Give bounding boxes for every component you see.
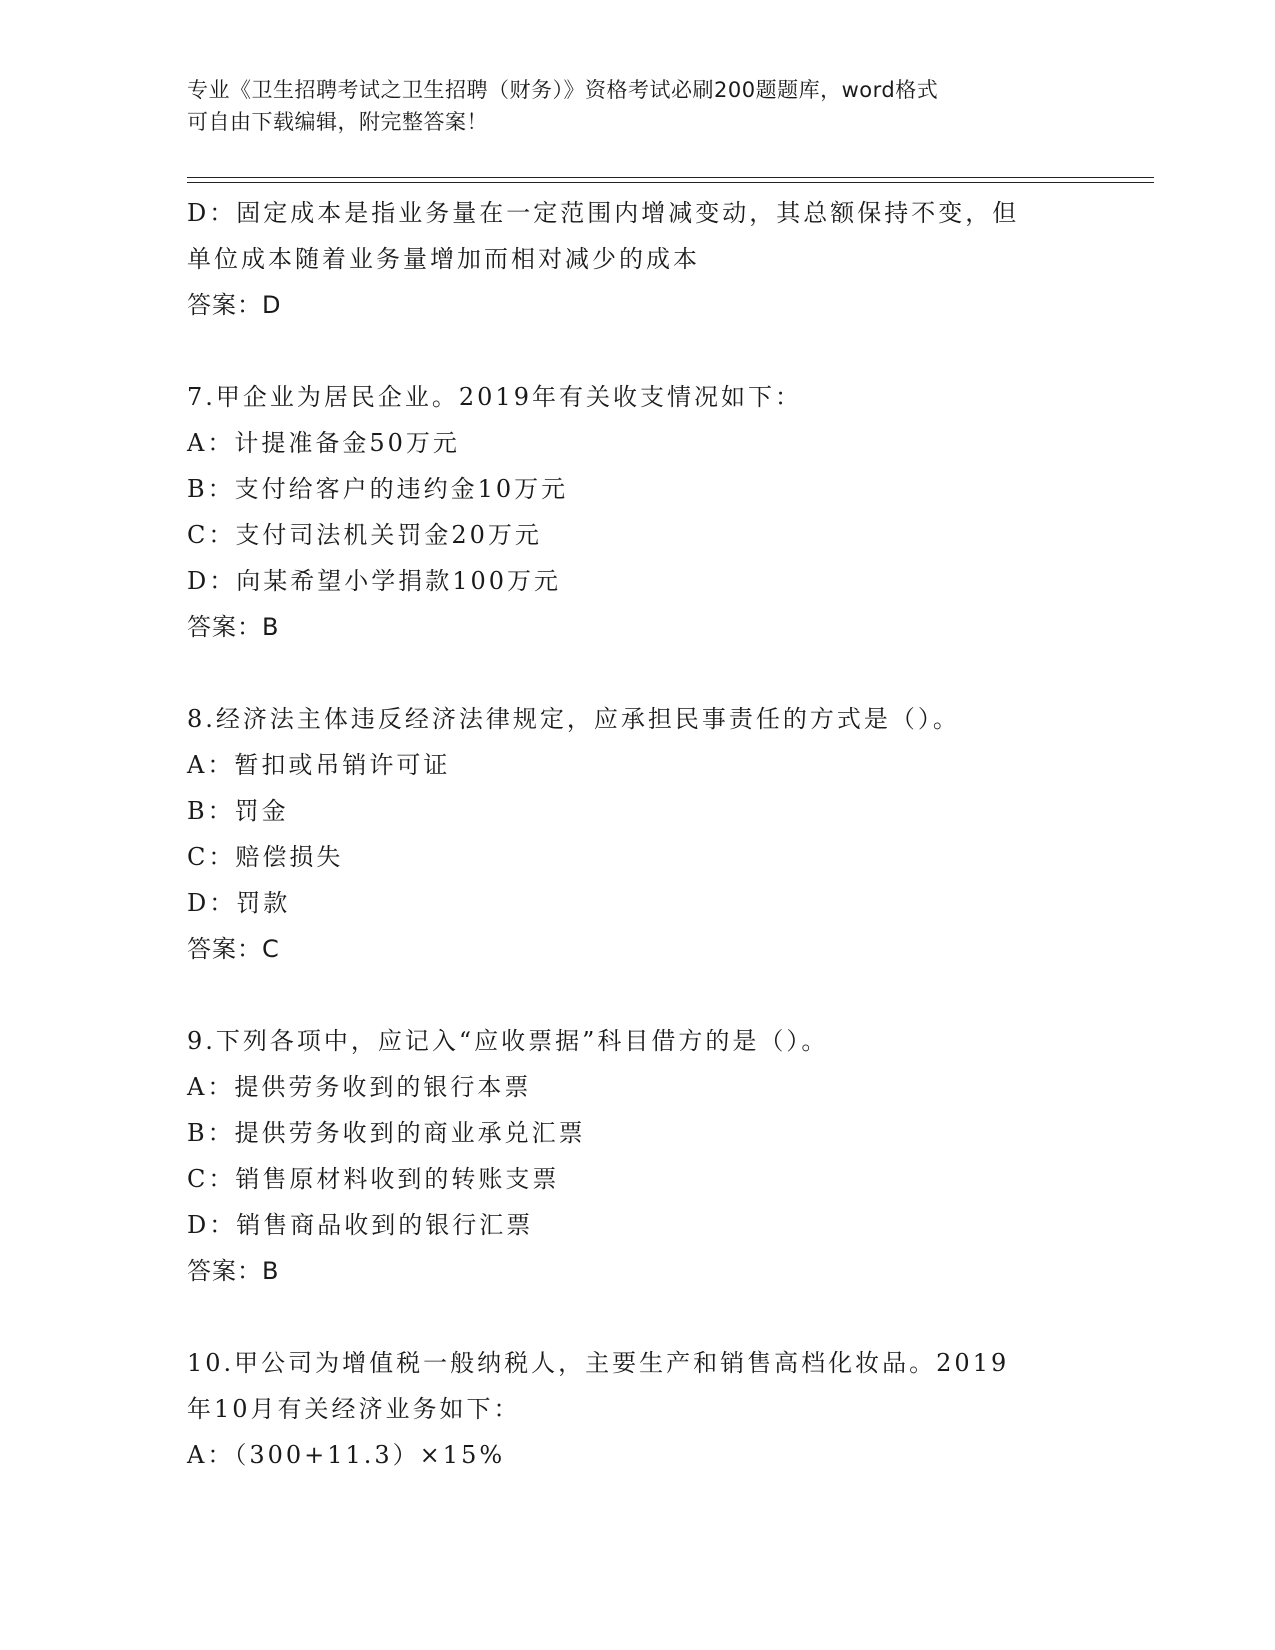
question-stem: 10.甲公司为增值税一般纳税人，主要生产和销售高档化妆品。2019 (187, 1349, 1010, 1377)
question-stem-continued: 年10月有关经济业务如下： (187, 1395, 521, 1423)
answer: 答案：B (187, 613, 280, 641)
option-d: D：销售商品收到的银行汇票 (187, 1211, 534, 1239)
question-9 (187, 1018, 1087, 1294)
header-divider-top (187, 177, 1154, 178)
option-a: A：提供劳务收到的银行本票 (187, 1073, 532, 1101)
option-b: B：罚金 (187, 797, 289, 825)
question-list (187, 190, 1087, 1478)
spacer (187, 972, 1087, 1018)
spacer (187, 1294, 1087, 1340)
question-stem: 9.下列各项中，应记入“应收票据”科目借方的是（）。 (187, 1027, 829, 1055)
question-10 (187, 1340, 1087, 1478)
question-8 (187, 696, 1087, 972)
question-stem: 8.经济法主体违反经济法律规定，应承担民事责任的方式是（）。 (187, 705, 960, 733)
option-d-continued: 单位成本随着业务量增加而相对减少的成本 (187, 245, 700, 273)
answer: 答案：D (187, 291, 282, 319)
header-title-line-1: 专业《卫生招聘考试之卫生招聘（财务）》资格考试必刷200题题库，word格式 (187, 78, 939, 102)
question-7 (187, 374, 1087, 650)
question-6-tail (187, 190, 1087, 328)
option-d: D：罚款 (187, 889, 291, 917)
option-a: A：暂扣或吊销许可证 (187, 751, 451, 779)
option-b: B：支付给客户的违约金10万元 (187, 475, 569, 503)
answer: 答案：B (187, 1257, 280, 1285)
header-divider-bottom (187, 182, 1154, 183)
option-b: B：提供劳务收到的商业承兑汇票 (187, 1119, 586, 1147)
option-a: A：计提准备金50万元 (187, 429, 460, 457)
question-stem: 7.甲企业为居民企业。2019年有关收支情况如下： (187, 383, 802, 411)
option-c: C：销售原材料收到的转账支票 (187, 1165, 560, 1193)
option-c: C：赔偿损失 (187, 843, 344, 871)
spacer (187, 650, 1087, 696)
option-c: C：支付司法机关罚金20万元 (187, 521, 542, 549)
header-title-line-2: 可自由下载编辑，附完整答案！ (187, 110, 488, 134)
spacer (187, 328, 1087, 374)
option-d: D：向某希望小学捐款100万元 (187, 567, 562, 595)
option-a: A：（300+11.3）×15% (187, 1441, 506, 1469)
answer: 答案：C (187, 935, 280, 963)
document-header (187, 74, 1087, 138)
option-d: D：固定成本是指业务量在一定范围内增减变动，其总额保持不变，但 (187, 199, 1020, 227)
